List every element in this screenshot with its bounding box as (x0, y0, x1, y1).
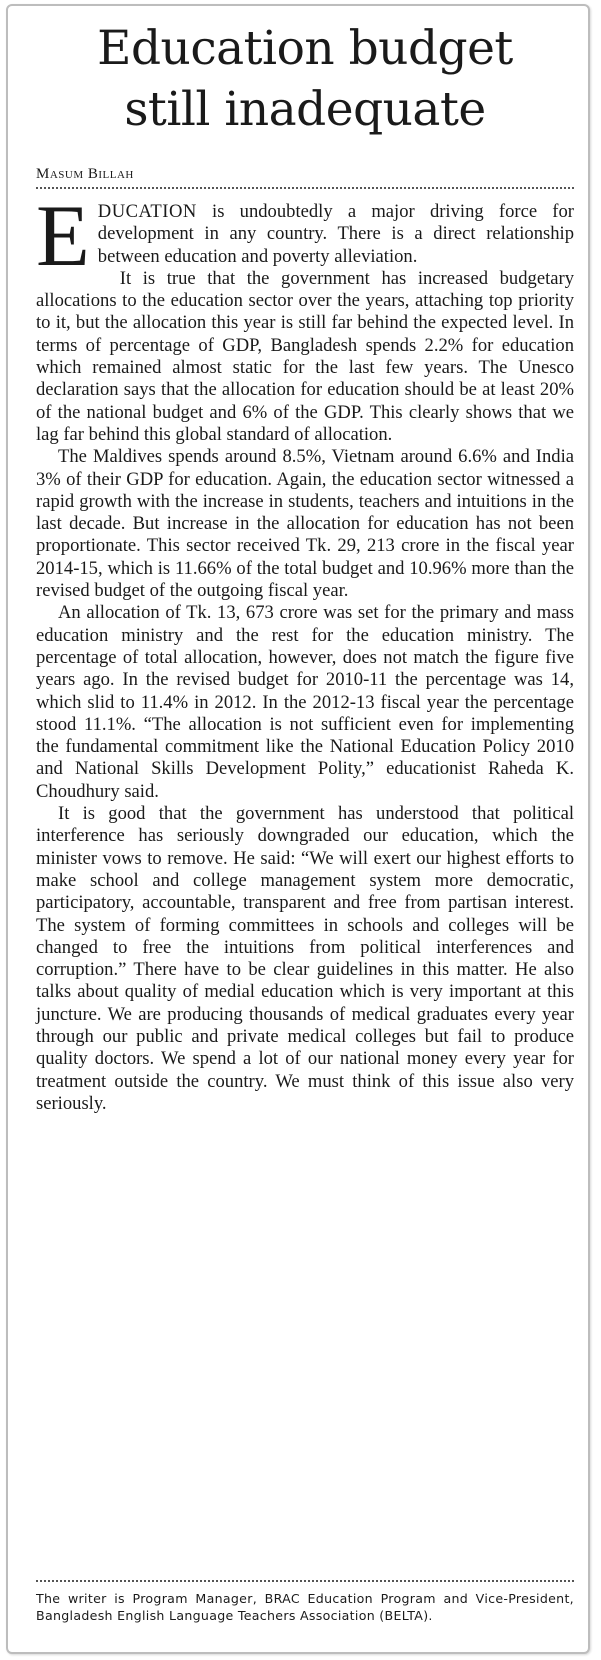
headline-line-1: Education budget (97, 21, 513, 76)
byline: Masum Billah (36, 166, 574, 189)
article-frame (6, 4, 590, 1654)
body-paragraph: It is true that the government has increased budgetary allocations to the education sector over the years, attaching top priority to it, but the allocation this year is still far behind the expected level. In terms of percentage of GDP, Bangladesh spends 2.2% for education which remained almost static for the last few years. The Unesco declaration says that the allocation for education should be at least 20% of the national budget and 6% of the GDP. This clearly shows that we lag far behind this global standard of allocation. (36, 267, 574, 445)
lead-text: is undoubtedly a major driving force for development in any country. There is a direct relationship between education and poverty alleviation. (97, 201, 574, 267)
body-paragraph: It is good that the government has understood that political interference has seriously downgraded our education, which the minister vows to remove. He said: “We will exert our highest efforts to make school and college management system more democratic, participatory, accountable, transparent and free from partisan interest. The system of forming committees in schools and colleges will be changed to free the intuitions from political interferences and corruption.” There have to be clear guidelines in this matter. He also talks about quality of medial education which is very important at this juncture. We are producing thousands of medical graduates every year through our public and private medical colleges but fail to produce quality doctors. We spend a lot of our national money every year for treatment outside the country. We must think of this issue also very seriously. (36, 803, 574, 1114)
drop-cap: E (36, 188, 90, 285)
lead-caps: DUCATION (97, 201, 197, 222)
article-content (36, 18, 574, 1115)
body-paragraph: The Maldives spends around 8.5%, Vietnam around 6.6% and India 3% of their GDP for education. Again, the education sector witnessed a rapid growth with the increase in students, teachers and intuitions in the last decade. But increase in the allocation for education has not been proportionate. This sector received Tk. 29, 213 crore in the fiscal year 2014-15, which is 11.66% of the total budget and 10.96% more than the revised budget of the outgoing fiscal year. (36, 446, 574, 602)
author-note: The writer is Program Manager, BRAC Education Program and Vice-President, Bangladesh English Language Teachers Association (BELTA). (36, 1580, 574, 1624)
body-paragraph: An allocation of Tk. 13, 673 crore was set for the primary and mass education ministry and the rest for the education ministry. The percentage of total allocation, however, does not match the figure five years ago. In the revised budget for 2010-11 the percentage was 14, which slid to 11.4% in 2012. In the 2012-13 fiscal year the percentage stood 11.1%. “The allocation is not sufficient even for implementing the fundamental commitment like the National Education Policy 2010 and National Skills Development Polity,” educationist Raheda K. Choudhury said. (36, 602, 574, 802)
headline (36, 18, 574, 140)
article-body (36, 188, 574, 1115)
lead-paragraph (36, 188, 574, 285)
headline-line-2: still inadequate (124, 82, 486, 137)
